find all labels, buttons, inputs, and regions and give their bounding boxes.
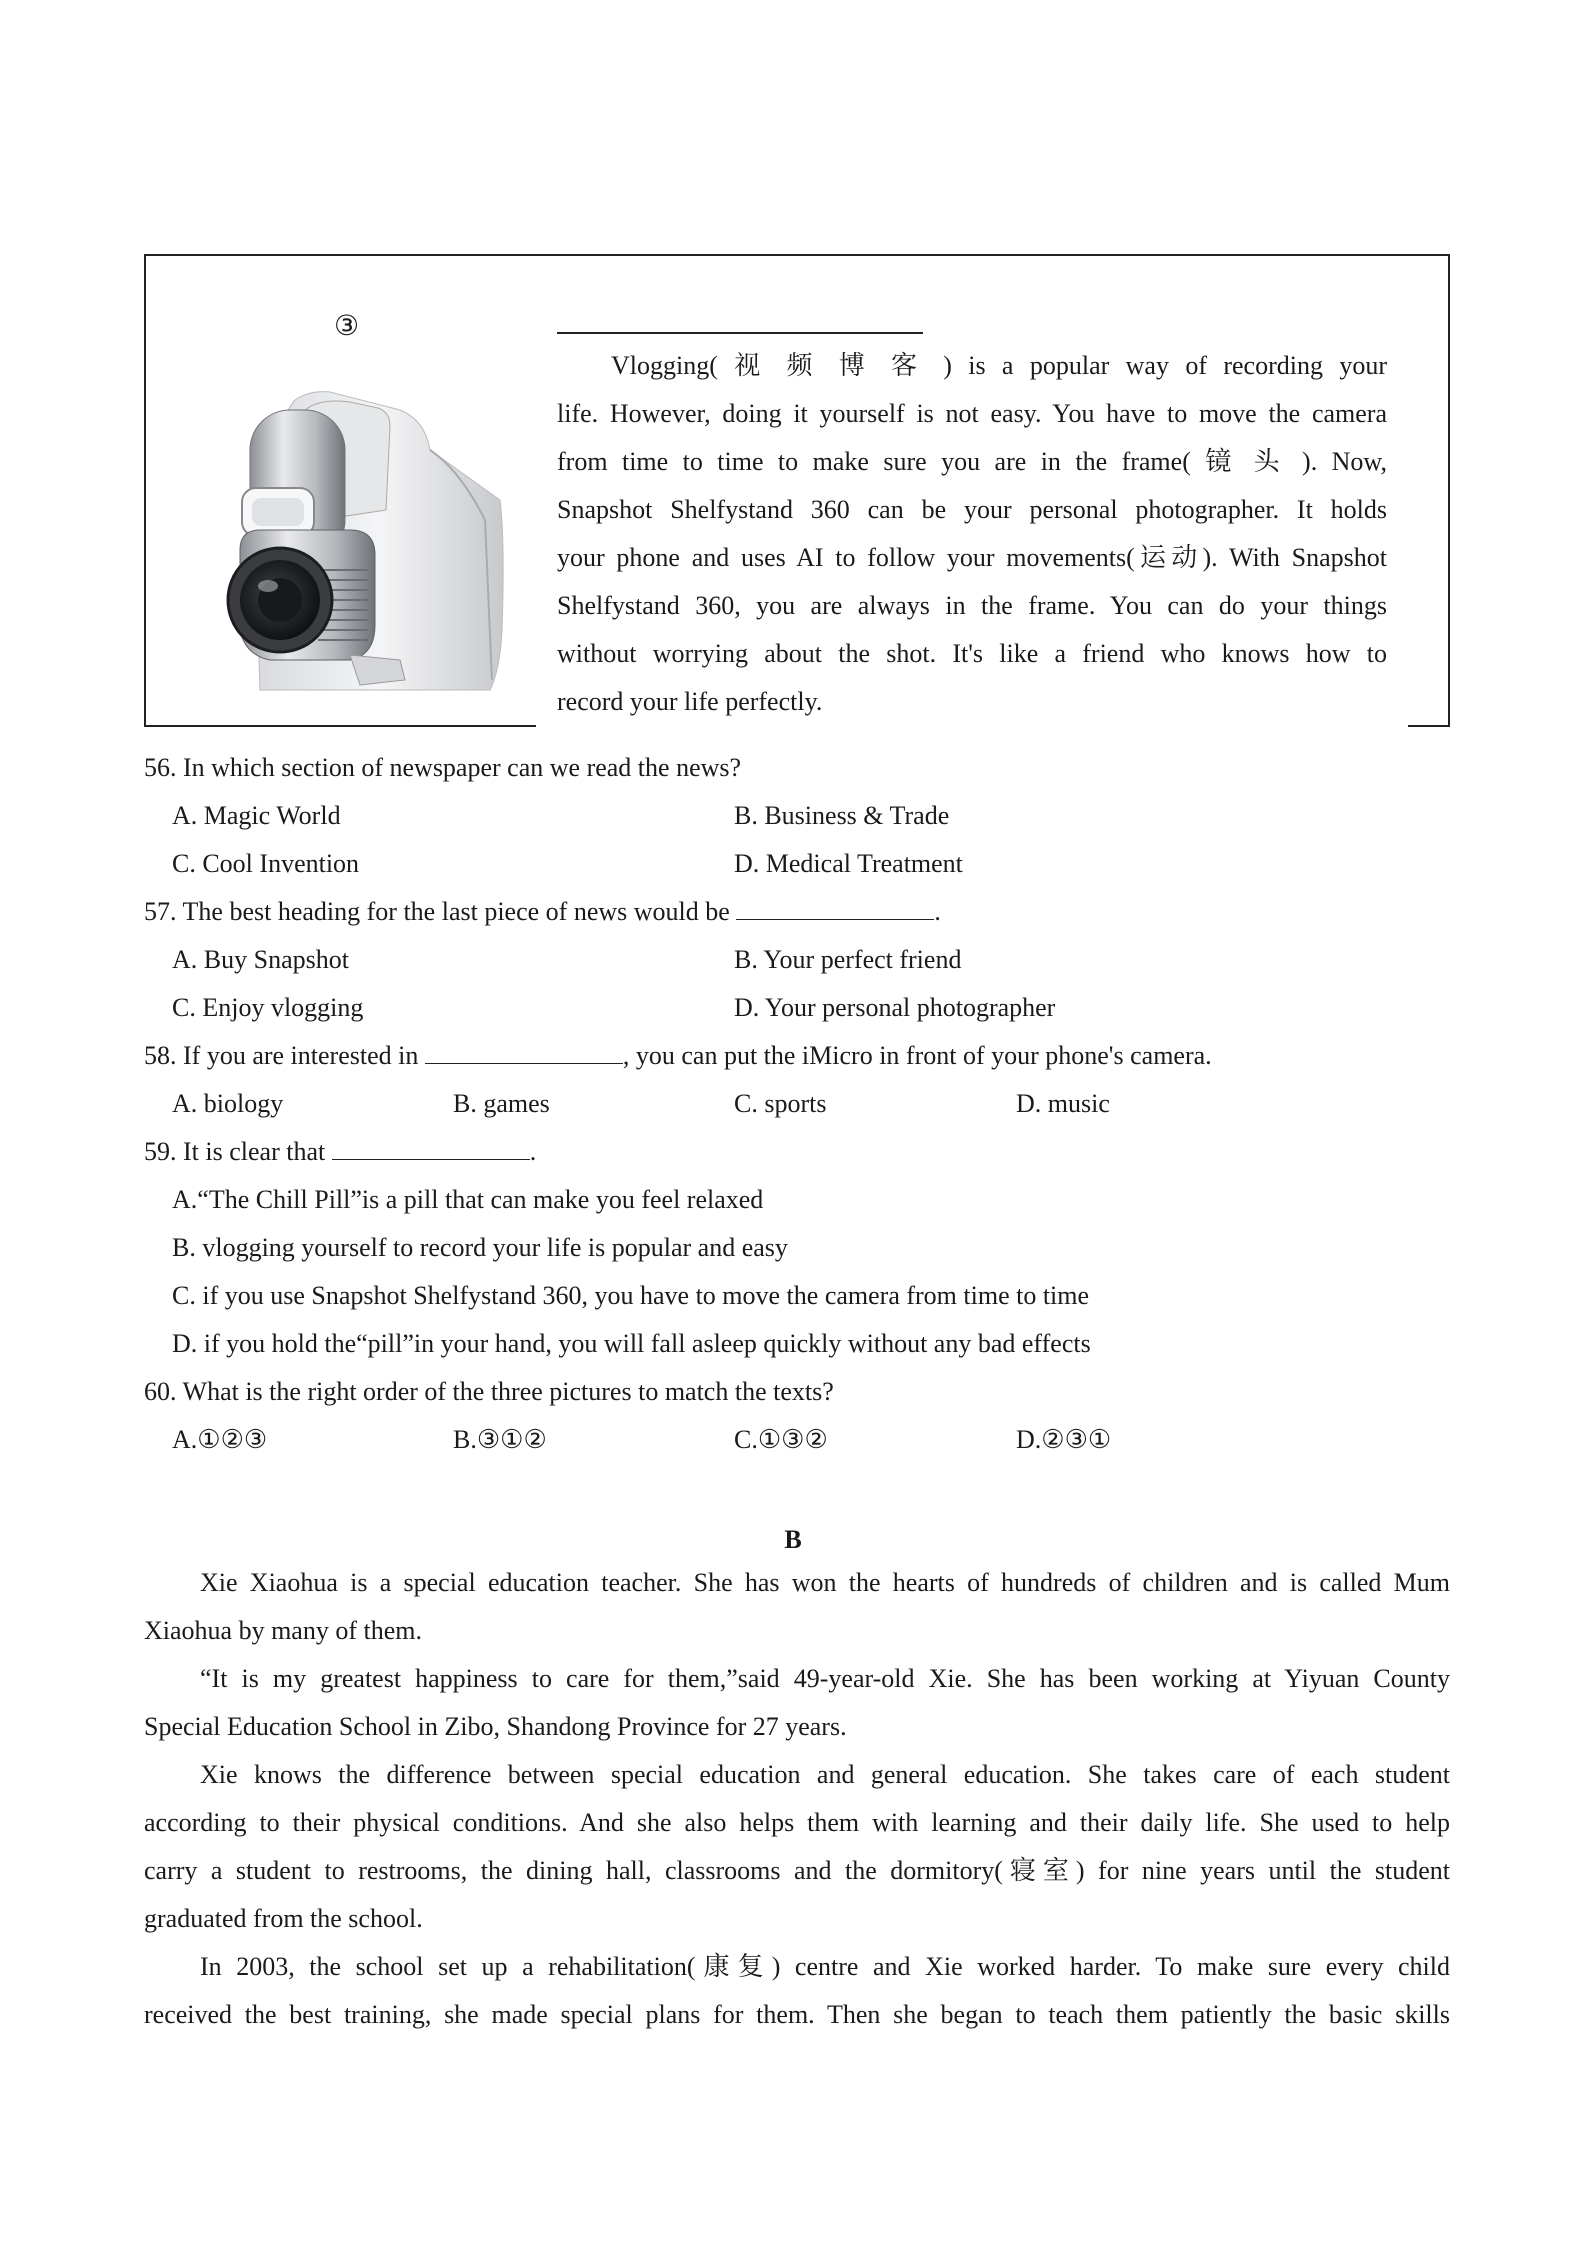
question-59-stem-after: . — [529, 1137, 537, 1166]
question-58-blank — [425, 1039, 623, 1064]
question-59-option-a[interactable]: A.“The Chill Pill”is a pill that can make you feel relaxed — [172, 1185, 764, 1214]
question-57-option-d[interactable]: D. Your personal photographer — [734, 993, 1056, 1022]
section-b-article — [144, 1559, 1450, 2039]
article-line: received the best training, she made special plans for them. Then she began to teach them patiently the basic skills — [144, 2000, 1450, 2029]
question-57-stem-before: 57. The best heading for the last piece of news would be — [144, 897, 737, 926]
question-56-option-a[interactable]: A. Magic World — [172, 801, 341, 830]
question-58-option-a[interactable]: A. biology — [172, 1089, 284, 1118]
question-59-option-d[interactable]: D. if you hold the“pill”in your hand, you will fall asleep quickly without any bad effects — [172, 1329, 1091, 1358]
article-line: graduated from the school. — [144, 1904, 423, 1933]
passage-line: Vlogging( 视 频 博 客 ) is a popular way of recording your — [611, 351, 1387, 380]
question-59-stem-before: 59. It is clear that — [144, 1137, 332, 1166]
article-line: “It is my greatest happiness to care for them,”said 49-year-old Xie. She has been working at Yiyuan County — [200, 1664, 1450, 1693]
question-59-stem — [144, 1135, 536, 1169]
question-58-option-c[interactable]: C. sports — [734, 1089, 827, 1118]
question-59-blank — [332, 1135, 530, 1160]
phone-microscope-illustration — [200, 380, 510, 700]
question-57-stem — [144, 895, 941, 929]
question-56-option-d[interactable]: D. Medical Treatment — [734, 849, 963, 878]
passage-frame-top — [144, 254, 1450, 256]
question-56-option-c[interactable]: C. Cool Invention — [172, 849, 360, 878]
passage-line: without worrying about the shot. It's like a friend who knows how to — [557, 639, 1387, 668]
heading-answer-blank — [557, 332, 923, 334]
article-line: Special Education School in Zibo, Shandong Province for 27 years. — [144, 1712, 847, 1741]
question-60-option-c[interactable]: C.①③② — [734, 1425, 828, 1454]
passage-frame-right — [1448, 254, 1450, 726]
passage-frame-bottom-right — [1408, 725, 1450, 727]
question-57-stem-after: . — [934, 897, 941, 926]
passage-line: from time to time to make sure you are in the frame( 镜 头 ). Now, — [557, 447, 1387, 476]
question-58-stem-after: , you can put the iMicro in front of your phone's camera. — [622, 1041, 1212, 1070]
passage-line: Shelfystand 360, you are always in the frame. You can do your things — [557, 591, 1387, 620]
passage-line: record your life perfectly. — [557, 687, 823, 716]
section-b-heading: B — [784, 1525, 802, 1554]
question-60-option-a[interactable]: A.①②③ — [172, 1425, 268, 1454]
article-line: carry a student to restrooms, the dining hall, classrooms and the dormitory(寝室) for nine years until the student — [144, 1856, 1450, 1885]
question-60-option-d[interactable]: D.②③① — [1016, 1425, 1112, 1454]
article-line: Xie knows the difference between special education and general education. She takes care of each student — [200, 1760, 1450, 1789]
question-59-option-b[interactable]: B. vlogging yourself to record your life is popular and easy — [172, 1233, 788, 1262]
question-60-option-b[interactable]: B.③①② — [453, 1425, 547, 1454]
question-57-option-c[interactable]: C. Enjoy vlogging — [172, 993, 364, 1022]
question-58-option-b[interactable]: B. games — [453, 1089, 550, 1118]
picture-label: ③ — [334, 311, 360, 342]
article-line: In 2003, the school set up a rehabilitation(康复) centre and Xie worked harder. To make sure every child — [200, 1952, 1450, 1981]
question-60-stem: 60. What is the right order of the three pictures to match the texts? — [144, 1377, 834, 1406]
question-58-stem — [144, 1039, 1212, 1073]
passage-frame-left — [144, 254, 146, 726]
passage-frame-bottom-left — [144, 725, 536, 727]
question-57-option-a[interactable]: A. Buy Snapshot — [172, 945, 349, 974]
question-57-blank — [736, 895, 934, 920]
question-58-stem-before: 58. If you are interested in — [144, 1041, 425, 1070]
question-56-stem: 56. In which section of newspaper can we read the news? — [144, 753, 742, 782]
question-58-option-d[interactable]: D. music — [1016, 1089, 1110, 1118]
article-line: according to their physical conditions. And she also helps them with learning and their daily life. She used to help — [144, 1808, 1450, 1837]
passage-line: your phone and uses AI to follow your movements(运动). With Snapshot — [557, 543, 1387, 572]
passage-line: Snapshot Shelfystand 360 can be your personal photographer. It holds — [557, 495, 1387, 524]
passage-line: life. However, doing it yourself is not easy. You have to move the camera — [557, 399, 1387, 428]
question-59-option-c[interactable]: C. if you use Snapshot Shelfystand 360, you have to move the camera from time to time — [172, 1281, 1090, 1310]
article-line: Xie Xiaohua is a special education teacher. She has won the hearts of hundreds of children and is called Mum — [200, 1568, 1450, 1597]
passage-text — [557, 342, 1387, 726]
article-line: Xiaohua by many of them. — [144, 1616, 422, 1645]
question-57-option-b[interactable]: B. Your perfect friend — [734, 945, 962, 974]
question-56-option-b[interactable]: B. Business & Trade — [734, 801, 950, 830]
